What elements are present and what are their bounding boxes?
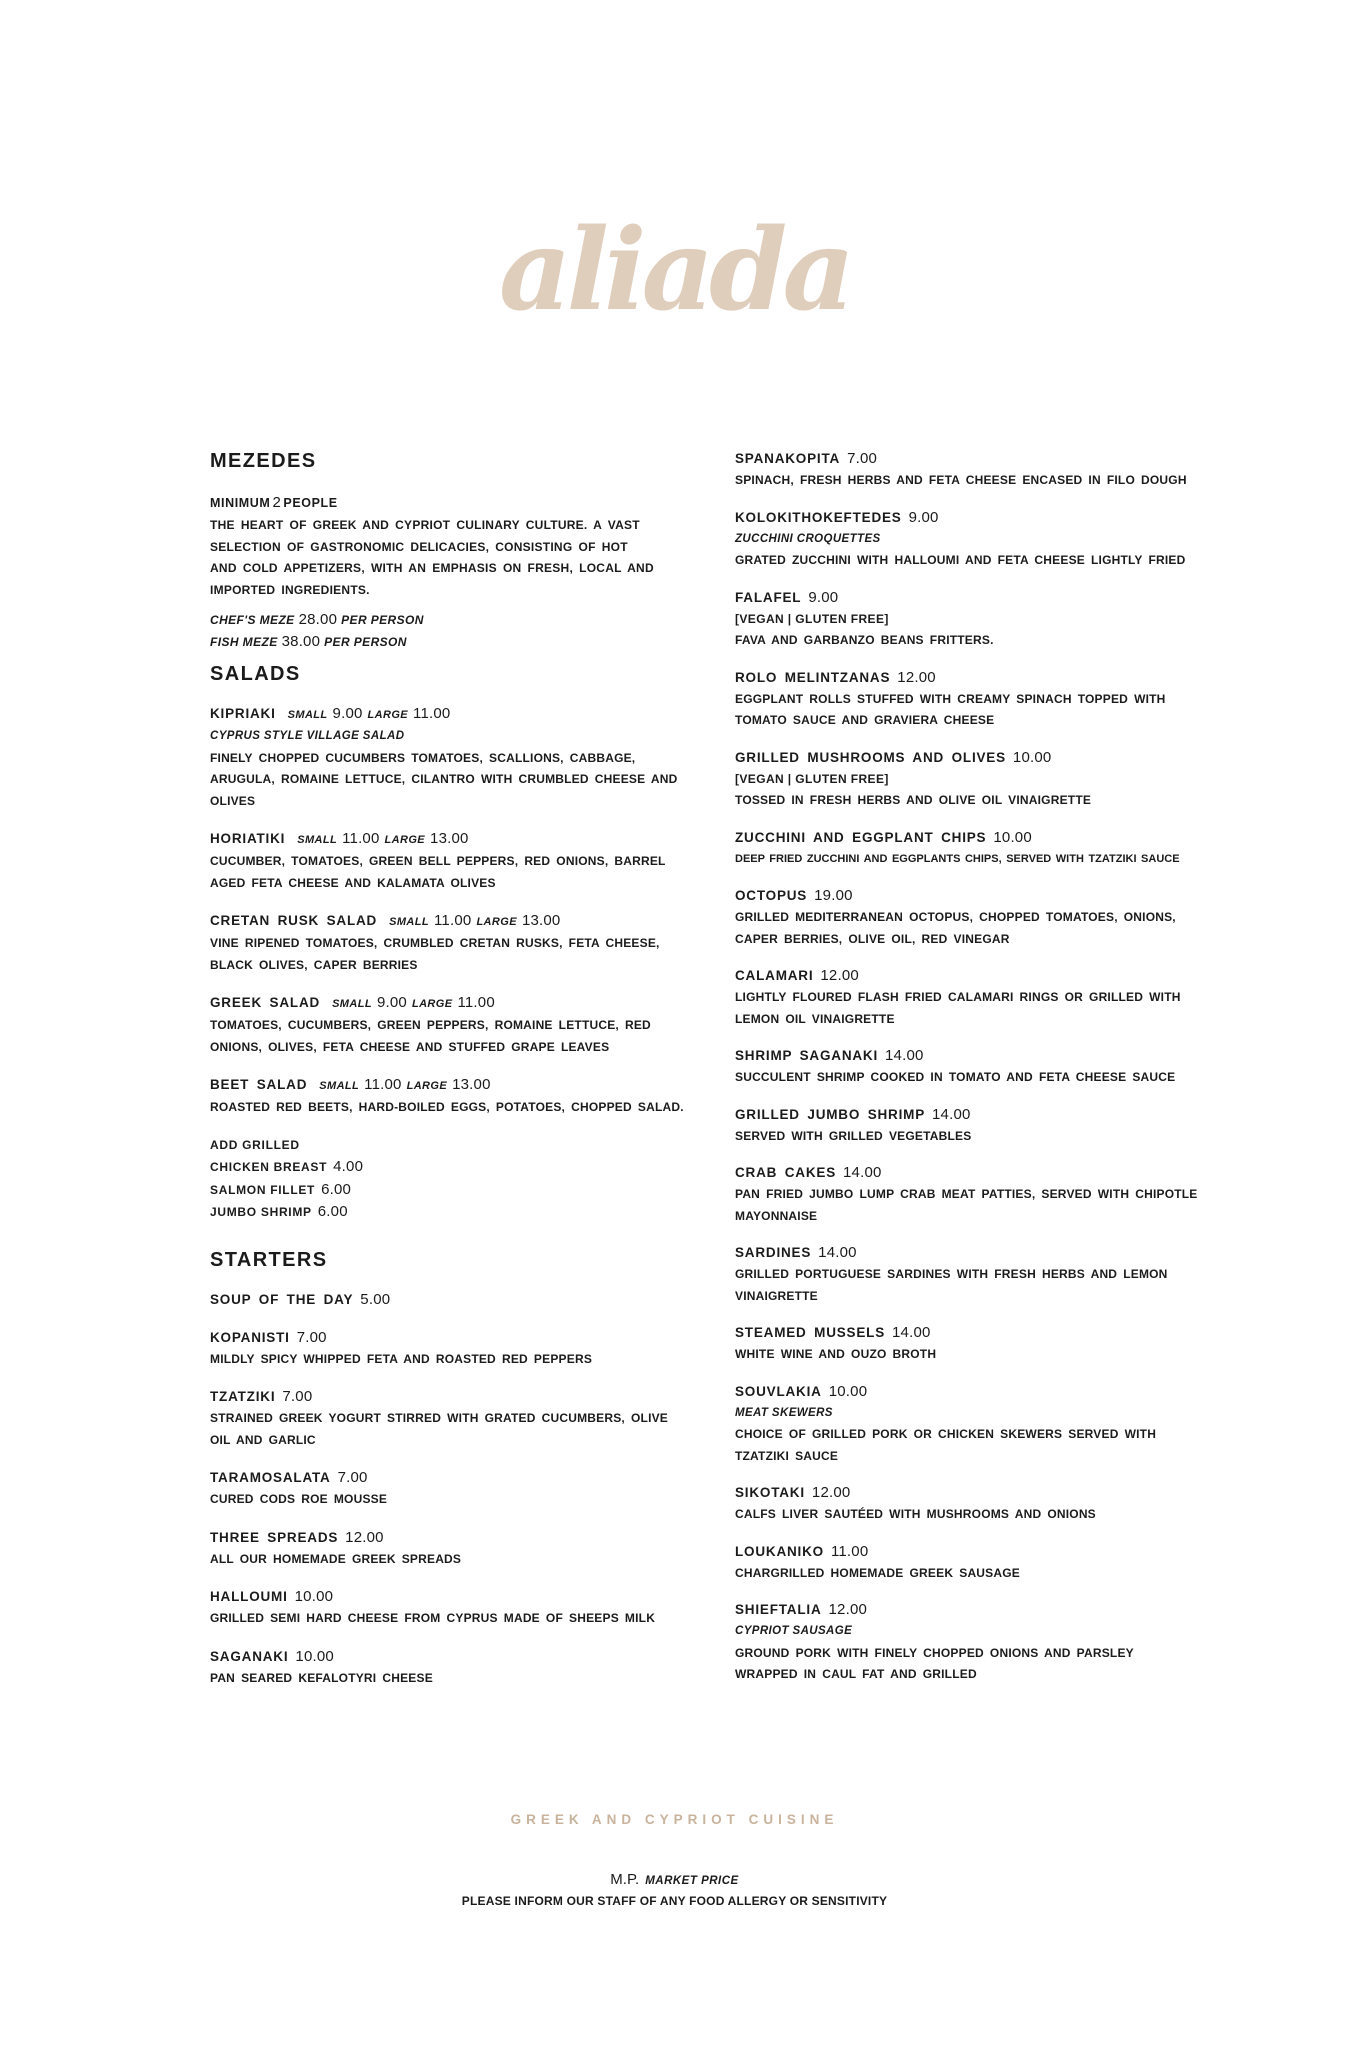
item-description-line: GROUND PORK WITH FINELY CHOPPED ONIONS AND PARSLEY <box>735 1645 1134 1660</box>
item-description-line: EGGPLANT ROLLS STUFFED WITH CREAMY SPINACH TOPPED WITH <box>735 691 1166 706</box>
item-price: 10.00 <box>294 1588 334 1605</box>
item-price: 14.00 <box>932 1105 971 1123</box>
item-description-line: WRAPPED IN CAUL FAT AND GRILLED <box>735 1667 977 1681</box>
item-name-row <box>735 1541 1235 1563</box>
item-name: ROLO MELINTZANAS <box>735 669 891 685</box>
item-subtitle: ZUCCHINI CROQUETTES <box>735 532 881 545</box>
item-name: SOUP OF THE DAY <box>210 1291 354 1307</box>
item-description-line: CURED CODS ROE MOUSSE <box>210 1492 388 1506</box>
addon-name: SALMON FILLET <box>210 1182 316 1197</box>
section-title-salads: SALADS <box>210 663 301 685</box>
item-name-row <box>735 827 1235 849</box>
item-name-row <box>210 1467 700 1489</box>
size-label: SMALL <box>332 998 372 1010</box>
item-price: 13.00 <box>430 830 469 847</box>
item-description-line: BLACK OLIVES, CAPER BERRIES <box>210 957 418 972</box>
item-name-row <box>735 507 1235 529</box>
item-description-line: DEEP FRIED ZUCCHINI AND EGGPLANTS CHIPS, SERVED WITH TZATZIKI SAUCE <box>735 852 1180 865</box>
menu-item <box>210 992 700 1058</box>
item-price: 13.00 <box>452 1076 491 1093</box>
size-label: LARGE <box>476 916 517 928</box>
item-name-row <box>210 1327 700 1349</box>
item-price: 11.00 <box>364 1076 402 1093</box>
item-name: SAGANAKI <box>210 1648 289 1664</box>
market-price-abbr: M.P. <box>610 1871 640 1888</box>
addon-price: 6.00 <box>317 1203 348 1220</box>
menu-item <box>735 747 1235 812</box>
item-price: 10.00 <box>1012 748 1052 766</box>
item-description-line: TOMATOES, CUCUMBERS, GREEN PEPPERS, ROMAINE LETTUCE, RED <box>210 1018 651 1032</box>
item-name: HALLOUMI <box>210 1589 288 1604</box>
item-description-line: SERVED WITH GRILLED VEGETABLES <box>735 1128 972 1143</box>
item-name: TARAMOSALATA <box>210 1470 331 1485</box>
item-name: GRILLED MUSHROOMS AND OLIVES <box>735 749 1006 765</box>
addon-line <box>210 1201 700 1224</box>
addon-price: 6.00 <box>321 1180 352 1198</box>
item-name: KIPRIAKI <box>210 706 276 721</box>
item-description-line: AGED FETA CHEESE AND KALAMATA OLIVES <box>210 875 496 890</box>
item-description-line: MAYONNAISE <box>735 1208 818 1223</box>
item-name: CALAMARI <box>735 968 814 983</box>
item-description-line: ALL OUR HOMEMADE GREEK SPREADS <box>210 1551 462 1566</box>
menu-item <box>735 448 1235 492</box>
item-name-row <box>210 1074 700 1097</box>
item-name-row <box>735 1242 1235 1264</box>
item-name-row <box>210 1289 700 1311</box>
menu-item <box>735 1541 1235 1585</box>
item-name: SARDINES <box>735 1245 812 1260</box>
item-description-line: LIGHTLY FLOURED FLASH FRIED CALAMARI RINGS OR GRILLED WITH <box>735 990 1181 1004</box>
market-price-label: MARKET PRICE <box>645 1875 739 1887</box>
item-description-line: CHARGRILLED HOMEMADE GREEK SAUSAGE <box>735 1565 1020 1580</box>
item-price: 14.00 <box>818 1244 857 1261</box>
menu-item <box>735 1045 1235 1089</box>
menu-item <box>735 1482 1235 1526</box>
menu-item <box>210 1327 700 1371</box>
size-label: SMALL <box>389 916 429 928</box>
item-name-row <box>735 1162 1235 1184</box>
item-description-line: CAPER BERRIES, OLIVE OIL, RED VINEGAR <box>735 931 1010 946</box>
item-price: 9.00 <box>332 705 363 722</box>
item-description-line: OLIVES <box>210 793 256 808</box>
menu-item <box>210 828 700 894</box>
item-description-line: CALFS LIVER SAUTÉED WITH MUSHROOMS AND ONIONS <box>735 1507 1096 1521</box>
item-name: SHIEFTALIA <box>735 1602 822 1617</box>
item-price: 12.00 <box>811 1484 851 1501</box>
item-price: 11.00 <box>413 705 451 722</box>
item-description-line: GRATED ZUCCHINI WITH HALLOUMI AND FETA CHEESE LIGHTLY FRIED <box>735 553 1186 567</box>
restaurant-logo <box>0 205 1349 336</box>
menu-item <box>210 1646 700 1690</box>
item-description-line: CUCUMBER, TOMATOES, GREEN BELL PEPPERS, RED ONIONS, BARREL <box>210 854 666 868</box>
item-description-line: MILDLY SPICY WHIPPED FETA AND ROASTED RED PEPPERS <box>210 1351 593 1366</box>
item-price: 7.00 <box>296 1328 327 1346</box>
menu-item <box>735 1381 1235 1468</box>
item-price: 11.00 <box>830 1542 869 1560</box>
intro-line: SELECTION OF GASTRONOMIC DELICACIES, CONSISTING OF HOT <box>210 539 628 554</box>
item-name: SPANAKOPITA <box>735 451 841 466</box>
intro-line: IMPORTED INGREDIENTS. <box>210 582 370 597</box>
meze-line <box>210 609 700 631</box>
item-name: TZATZIKI <box>210 1389 276 1404</box>
intro-line: THE HEART OF GREEK AND CYPRIOT CULINARY CULTURE. A VAST <box>210 518 640 532</box>
item-name-row <box>735 747 1235 769</box>
item-price: 14.00 <box>843 1164 882 1181</box>
item-name-row <box>735 1045 1235 1067</box>
item-price: 12.00 <box>820 967 859 984</box>
item-diet-badge: [VEGAN | GLUTEN FREE] <box>735 611 889 626</box>
addon-name: CHICKEN BREAST <box>210 1160 328 1174</box>
item-name: LOUKANIKO <box>735 1543 824 1559</box>
item-subtitle: CYPRUS STYLE VILLAGE SALAD <box>210 730 405 742</box>
item-name-row <box>210 992 700 1015</box>
menu-item <box>735 827 1235 871</box>
minimum-pre: MINIMUM <box>210 496 271 510</box>
item-name: KOPANISTI <box>210 1329 290 1345</box>
item-description-line: ROASTED RED BEETS, HARD-BOILED EGGS, POTATOES, CHOPPED SALAD. <box>210 1100 684 1114</box>
size-label: SMALL <box>287 709 328 721</box>
item-name-row <box>735 1482 1235 1504</box>
menu-item <box>210 1467 700 1511</box>
item-description-line: GRILLED MEDITERRANEAN OCTOPUS, CHOPPED TOMATOES, ONIONS, <box>735 910 1176 924</box>
addons-title: ADD GRILLED <box>210 1137 300 1152</box>
footer-tagline: GREEK AND CYPRIOT CUISINE <box>510 1812 839 1827</box>
item-price: 9.00 <box>808 588 839 606</box>
item-name: ZUCCHINI AND EGGPLANT CHIPS <box>735 829 987 845</box>
item-price: 7.00 <box>847 450 878 467</box>
item-description-line: SUCCULENT SHRIMP COOKED IN TOMATO AND FETA CHEESE SAUCE <box>735 1070 1176 1084</box>
mezedes-intro <box>210 515 700 601</box>
item-name-row <box>210 828 700 851</box>
item-price: 11.00 <box>457 994 495 1011</box>
section-title-mezedes: MEZEDES <box>210 450 317 472</box>
item-price: 7.00 <box>337 1469 368 1486</box>
item-price: 13.00 <box>521 912 561 929</box>
size-label: LARGE <box>367 709 409 721</box>
item-name: OCTOPUS <box>735 888 808 903</box>
meze-price-list <box>210 609 700 653</box>
item-description-line: OIL AND GARLIC <box>210 1432 316 1447</box>
menu-item <box>735 667 1235 732</box>
footer-market-price <box>0 1871 1349 1889</box>
menu-item <box>210 1074 700 1119</box>
item-price: 12.00 <box>345 1528 384 1546</box>
item-name: STEAMED MUSSELS <box>735 1325 886 1340</box>
meze-unit: PER PERSON <box>324 635 407 649</box>
item-name-row <box>210 1527 700 1549</box>
item-description-line: STRAINED GREEK YOGURT STIRRED WITH GRATED CUCUMBERS, OLIVE <box>210 1411 669 1425</box>
item-description-line: SPINACH, FRESH HERBS AND FETA CHEESE ENCASED IN FILO DOUGH <box>735 473 1187 487</box>
menu-item <box>735 1599 1235 1686</box>
menu-item <box>210 1386 700 1451</box>
item-description-line: PAN FRIED JUMBO LUMP CRAB MEAT PATTIES, SERVED WITH CHIPOTLE <box>735 1187 1198 1201</box>
item-price: 19.00 <box>814 887 853 904</box>
item-description-line: ONIONS, OLIVES, FETA CHEESE AND STUFFED GRAPE LEAVES <box>210 1039 610 1054</box>
item-description-line: TOSSED IN FRESH HERBS AND OLIVE OIL VINAIGRETTE <box>735 793 1092 807</box>
size-label: SMALL <box>297 834 338 846</box>
menu-item <box>735 1104 1235 1148</box>
minimum-post: PEOPLE <box>283 496 338 510</box>
menu-column-left <box>210 448 700 1705</box>
menu-item <box>735 965 1235 1030</box>
menu-item <box>210 1527 700 1571</box>
item-name-row <box>210 1646 700 1668</box>
size-label: LARGE <box>384 834 426 846</box>
item-name-row <box>210 910 700 933</box>
item-description-line: TOMATO SAUCE AND GRAVIERA CHEESE <box>735 713 995 727</box>
footer-allergy-note: PLEASE INFORM OUR STAFF OF ANY FOOD ALLERGY OR SENSITIVITY <box>461 1894 888 1908</box>
menu-item <box>210 1289 700 1311</box>
size-label: SMALL <box>319 1080 360 1092</box>
item-price: 9.00 <box>908 508 939 526</box>
item-price: 12.00 <box>897 668 936 686</box>
menu-item <box>735 1162 1235 1227</box>
item-name-row <box>735 587 1235 609</box>
item-name: KOLOKITHOKEFTEDES <box>735 509 902 525</box>
item-name: FALAFEL <box>735 589 802 605</box>
item-description-line: FINELY CHOPPED CUCUMBERS TOMATOES, SCALLIONS, CABBAGE, <box>210 750 636 765</box>
item-name-row <box>210 1586 700 1608</box>
meze-line <box>210 631 700 653</box>
menu-item <box>735 587 1235 652</box>
item-name-row <box>210 703 700 726</box>
menu-item <box>210 910 700 976</box>
addons-block <box>210 1135 700 1224</box>
item-name-row <box>735 1381 1235 1403</box>
addon-line <box>210 1156 700 1179</box>
item-description-line: PAN SEARED KEFALOTYRI CHEESE <box>210 1670 433 1685</box>
item-name-row <box>735 1104 1235 1126</box>
logo-script-text: aliada <box>498 205 851 336</box>
size-label: LARGE <box>411 998 453 1010</box>
item-name: SHRIMP SAGANAKI <box>735 1048 879 1063</box>
item-name: GREEK SALAD <box>210 995 321 1010</box>
item-name-row <box>210 1386 700 1408</box>
item-name: BEET SALAD <box>210 1077 308 1092</box>
item-description-line: GRILLED SEMI HARD CHEESE FROM CYPRUS MADE OF SHEEPS MILK <box>210 1611 656 1625</box>
item-description-line: FAVA AND GARBANZO BEANS FRITTERS. <box>735 633 994 647</box>
minimum-number: 2 <box>272 494 282 511</box>
menu-column-right <box>735 448 1235 1701</box>
item-name: GRILLED JUMBO SHRIMP <box>735 1106 926 1122</box>
minimum-people-note <box>210 492 700 514</box>
item-description-line: VINAIGRETTE <box>735 1288 818 1303</box>
menu-item <box>210 1586 700 1630</box>
item-description-line: GRILLED PORTUGUESE SARDINES WITH FRESH HERBS AND LEMON <box>735 1267 1168 1281</box>
item-subtitle: MEAT SKEWERS <box>735 1406 833 1419</box>
item-price: 10.00 <box>828 1382 868 1400</box>
item-description-line: TZATZIKI SAUCE <box>735 1448 839 1463</box>
item-price: 7.00 <box>282 1388 313 1405</box>
item-description-line: ARUGULA, ROMAINE LETTUCE, CILANTRO WITH CRUMBLED CHEESE AND <box>210 772 678 786</box>
item-diet-badge: [VEGAN | GLUTEN FREE] <box>735 771 889 786</box>
meze-price: 28.00 <box>298 611 338 628</box>
item-name: CRAB CAKES <box>735 1165 837 1180</box>
size-label: LARGE <box>406 1080 448 1092</box>
meze-unit: PER PERSON <box>341 613 424 627</box>
item-name: SOUVLAKIA <box>735 1383 822 1399</box>
item-name: HORIATIKI <box>210 831 286 846</box>
item-name-row <box>735 448 1235 470</box>
intro-line: AND COLD APPETIZERS, WITH AN EMPHASIS ON FRESH, LOCAL AND <box>210 561 654 575</box>
item-name: CRETAN RUSK SALAD <box>210 913 378 928</box>
item-description-line: WHITE WINE AND OUZO BROTH <box>735 1347 937 1361</box>
item-name-row <box>735 1599 1235 1621</box>
meze-price: 38.00 <box>281 633 321 650</box>
addon-line <box>210 1179 700 1202</box>
item-price: 9.00 <box>376 994 407 1011</box>
item-price: 10.00 <box>993 828 1032 846</box>
addon-name: JUMBO SHRIMP <box>210 1205 312 1219</box>
section-title-starters: STARTERS <box>210 1248 328 1271</box>
item-name-row <box>735 667 1235 689</box>
item-name-row <box>735 1322 1235 1344</box>
menu-item <box>210 703 700 812</box>
item-subtitle: CYPRIOT SAUSAGE <box>735 1625 853 1637</box>
item-price: 11.00 <box>434 912 472 929</box>
item-name: THREE SPREADS <box>210 1529 339 1545</box>
item-description-line: CHOICE OF GRILLED PORK OR CHICKEN SKEWERS SERVED WITH <box>735 1427 1157 1441</box>
menu-item <box>735 507 1235 572</box>
meze-name: CHEF'S MEZE <box>210 613 295 627</box>
item-price: 10.00 <box>295 1647 334 1665</box>
menu-item <box>735 1242 1235 1307</box>
item-price: 14.00 <box>892 1324 931 1341</box>
item-description-line: VINE RIPENED TOMATOES, CRUMBLED CRETAN RUSKS, FETA CHEESE, <box>210 936 660 950</box>
menu-item <box>735 1322 1235 1366</box>
menu-item <box>735 885 1235 950</box>
meze-name: FISH MEZE <box>210 635 278 649</box>
item-name-row <box>735 885 1235 907</box>
item-price: 5.00 <box>360 1290 391 1308</box>
item-description-line: LEMON OIL VINAIGRETTE <box>735 1011 895 1026</box>
item-name-row <box>735 965 1235 987</box>
item-price: 11.00 <box>342 830 380 847</box>
item-name: SIKOTAKI <box>735 1485 805 1500</box>
item-price: 12.00 <box>828 1601 868 1618</box>
addon-price: 4.00 <box>333 1158 364 1175</box>
item-price: 14.00 <box>885 1047 924 1064</box>
